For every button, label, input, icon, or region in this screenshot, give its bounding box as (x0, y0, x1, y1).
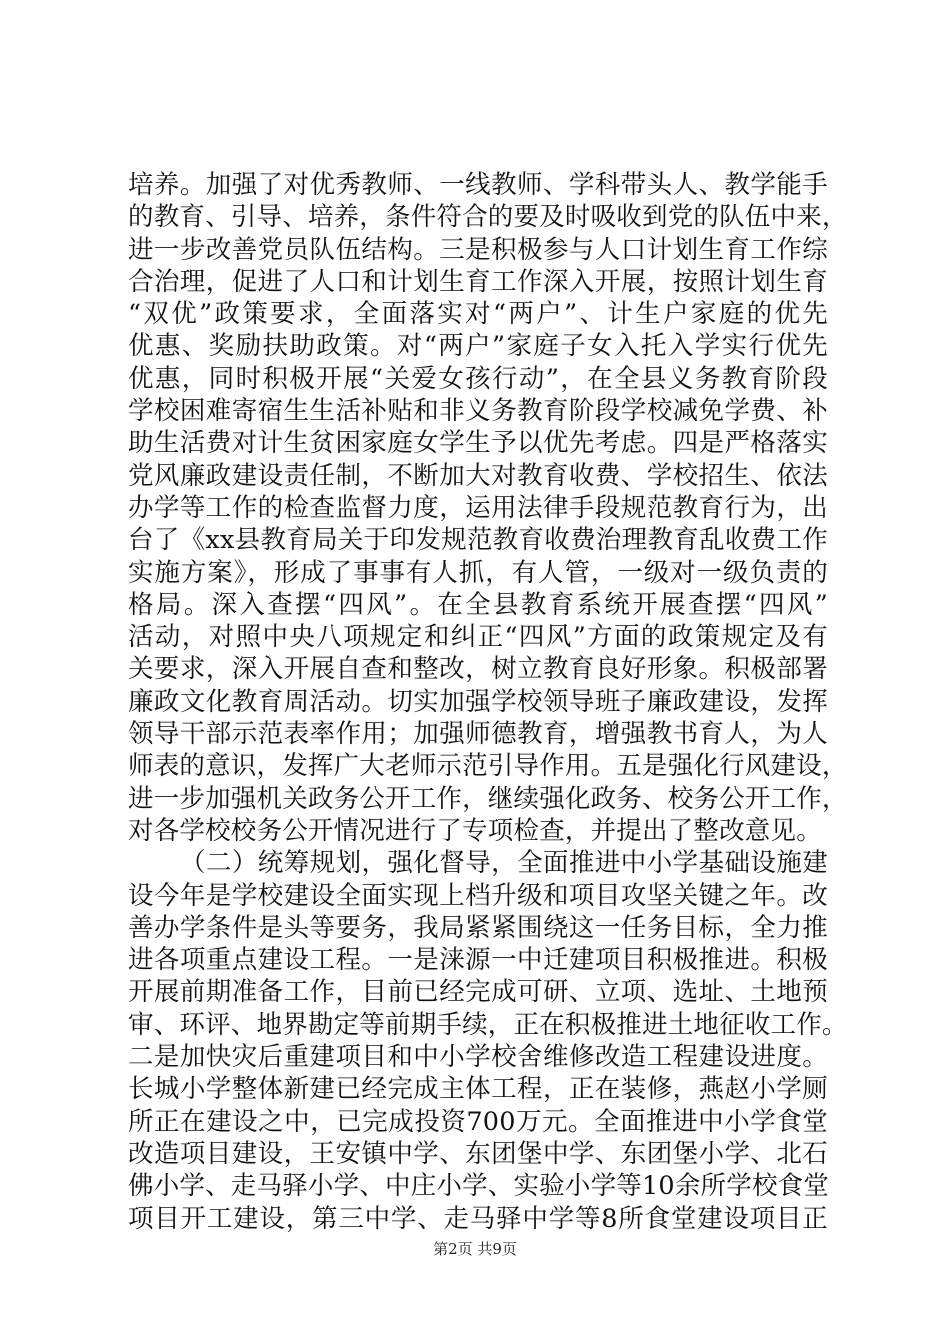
text-line: 善办学条件是头等要务，我局紧紧围绕这一任务目标，全力推 (128, 912, 828, 943)
text-line: 优惠，同时积极开展“关爱女孩行动”，在全县义务教育阶段 (128, 363, 828, 394)
text-line: 师表的意识，发挥广大老师示范引导作用。五是强化行风建设， (128, 751, 848, 782)
text-line: 合治理，促进了人口和计划生育工作深入开展，按照计划生育 (128, 266, 828, 297)
page-number-footer: 第2页 共9页 (433, 1240, 517, 1258)
text-line: 进一步改善党员队伍结构。三是积极参与人口计划生育工作综 (128, 234, 828, 265)
text-line: 开展前期准备工作，目前已经完成可研、立项、选址、土地预 (128, 977, 828, 1008)
text-line: 培养。加强了对优秀教师、一线教师、学科带头人、教学能手 (128, 170, 828, 200)
text-line: 台了《xx县教育局关于印发规范教育收费治理教育乱收费工作 (128, 525, 828, 556)
text-line: 办学等工作的检查监督力度，运用法律手段规范教育行为，出 (128, 492, 828, 523)
text-line: 活动，对照中央八项规定和纠正“四风”方面的政策规定及有 (128, 622, 828, 653)
text-line: 审、环评、地界勘定等前期手续，正在积极推进土地征收工作。 (128, 1009, 848, 1040)
section-heading-line: （二）统筹规划，强化督导，全面推进中小学基础设施建 (180, 848, 828, 879)
paragraph-end-line: 对各学校校务公开情况进行了专项检查，并提出了整改意见。 (128, 815, 822, 846)
text-line: 进各项重点建设工程。一是涞源一中迁建项目积极推进。积极 (128, 945, 828, 976)
text-line: 项目开工建设，第三中学、走马驿中学等8所食堂建设项目正 (128, 1203, 828, 1234)
text-line: 设今年是学校建设全面实现上档升级和项目攻坚关键之年。改 (128, 880, 828, 911)
text-line: 长城小学整体新建已经完成主体工程，正在装修，燕赵小学厕 (128, 1074, 828, 1105)
text-line: 佛小学、走马驿小学、中庄小学、实验小学等10余所学校食堂 (128, 1171, 830, 1202)
text-line: 助生活费对计生贫困家庭女学生予以优先考虑。四是严格落实 (128, 428, 828, 459)
text-line: 所正在建设之中，已完成投资700万元。全面推进中小学食堂 (128, 1106, 828, 1137)
text-line: 关要求，深入开展自查和整改，树立教育良好形象。积极部署 (128, 654, 828, 685)
text-line: 实施方案》，形成了事事有人抓，有人管，一级对一级负责的 (128, 557, 828, 588)
text-line: 优惠、奖励扶助政策。对“两户”家庭子女入托入学实行优先 (128, 331, 828, 362)
text-line: 党风廉政建设责任制，不断加大对教育收费、学校招生、依法 (128, 460, 828, 491)
text-line: 格局。深入查摆“四风”。在全县教育系统开展查摆“四风” (128, 589, 828, 620)
text-line: 领导干部示范表率作用；加强师德教育，增强教书育人，为人 (128, 719, 828, 750)
text-line: 的教育、引导、培养，条件符合的要及时吸收到党的队伍中来， (128, 202, 848, 233)
text-line: 二是加快灾后重建项目和中小学校舍维修改造工程建设进度。 (128, 1042, 828, 1073)
text-line: 廉政文化教育周活动。切实加强学校领导班子廉政建设，发挥 (128, 686, 828, 717)
text-line: 学校困难寄宿生生活补贴和非义务教育阶段学校减免学费、补 (128, 396, 828, 427)
text-line: 改造项目建设，王安镇中学、东团堡中学、东团堡小学、北石 (128, 1138, 828, 1169)
text-line: 进一步加强机关政务公开工作，继续强化政务、校务公开工作， (128, 783, 848, 814)
text-line: “双优”政策要求，全面落实对“两户”、计生户家庭的优先 (128, 299, 828, 330)
document-body (128, 169, 848, 1235)
